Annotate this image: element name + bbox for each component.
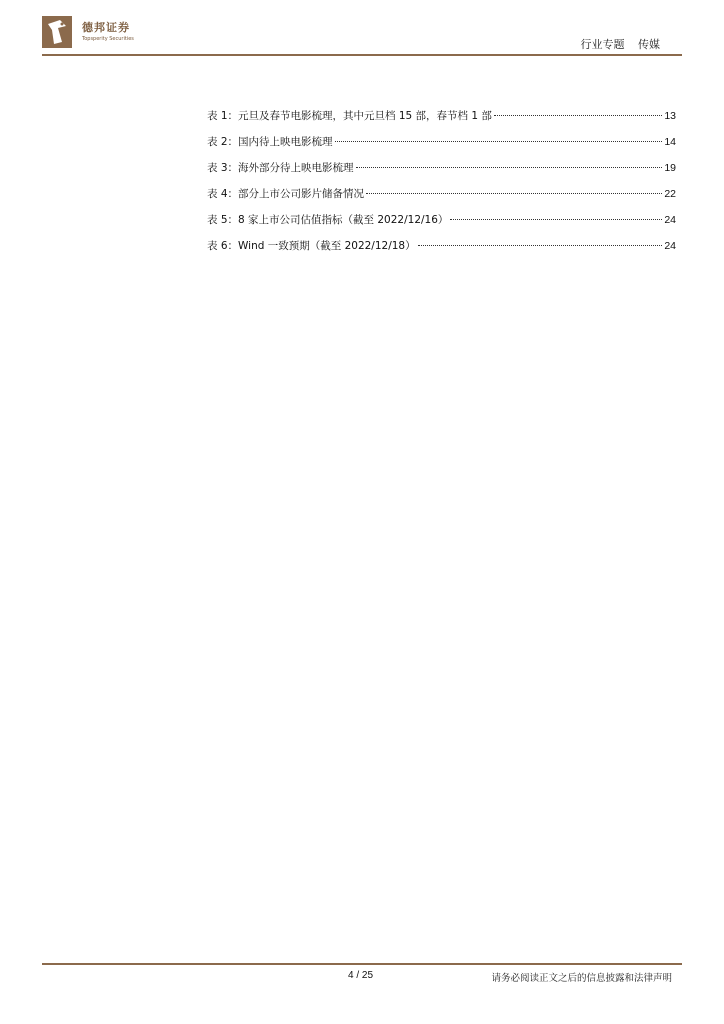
section-label: 行业专题 xyxy=(580,38,625,51)
toc-entry-label: 表 2：国内待上映电影梳理 xyxy=(207,136,333,148)
report-category xyxy=(571,36,661,52)
toc-entry[interactable] xyxy=(207,212,676,238)
header-divider xyxy=(42,54,682,56)
toc-entry-label: 表 3：海外部分待上映电影梳理 xyxy=(207,162,354,174)
toc-entry[interactable] xyxy=(207,186,676,212)
toc-entry[interactable] xyxy=(207,134,676,160)
toc-leader xyxy=(494,115,662,116)
topsperity-logo-icon xyxy=(42,16,72,48)
sector-label: 传媒 xyxy=(638,38,660,51)
brand-name: 德邦证券 xyxy=(82,21,130,34)
toc-entry-page: 14 xyxy=(664,136,676,148)
footer-divider xyxy=(42,963,682,965)
toc-entry-label: 表 5：8 家上市公司估值指标（截至 2022/12/16） xyxy=(207,214,449,226)
toc-entry-label: 表 4：部分上市公司影片储备情况 xyxy=(207,188,365,200)
table-of-figures xyxy=(207,108,676,264)
brand-logo xyxy=(42,16,162,50)
toc-leader xyxy=(356,167,663,168)
toc-entry[interactable] xyxy=(207,238,676,264)
toc-entry-page: 19 xyxy=(664,162,676,174)
page-number: 4 / 25 xyxy=(348,970,374,981)
toc-entry-label: 表 1：元旦及春节电影梳理，其中元旦档 15 部，春节档 1 部 xyxy=(207,110,492,122)
toc-entry[interactable] xyxy=(207,160,676,186)
toc-entry[interactable] xyxy=(207,108,676,134)
brand-name-en: Topsperity Securities xyxy=(82,36,134,42)
legal-disclaimer: 请务必阅读正文之后的信息披露和法律声明 xyxy=(491,973,672,984)
toc-leader xyxy=(335,141,663,142)
toc-entry-page: 24 xyxy=(664,240,676,252)
toc-entry-page: 13 xyxy=(664,110,676,122)
toc-leader xyxy=(418,245,663,246)
toc-entry-page: 22 xyxy=(664,188,676,200)
toc-entry-label: 表 6：Wind 一致预期（截至 2022/12/18） xyxy=(207,240,416,252)
toc-leader xyxy=(366,193,662,194)
toc-entry-page: 24 xyxy=(664,214,676,226)
toc-leader xyxy=(450,219,662,220)
